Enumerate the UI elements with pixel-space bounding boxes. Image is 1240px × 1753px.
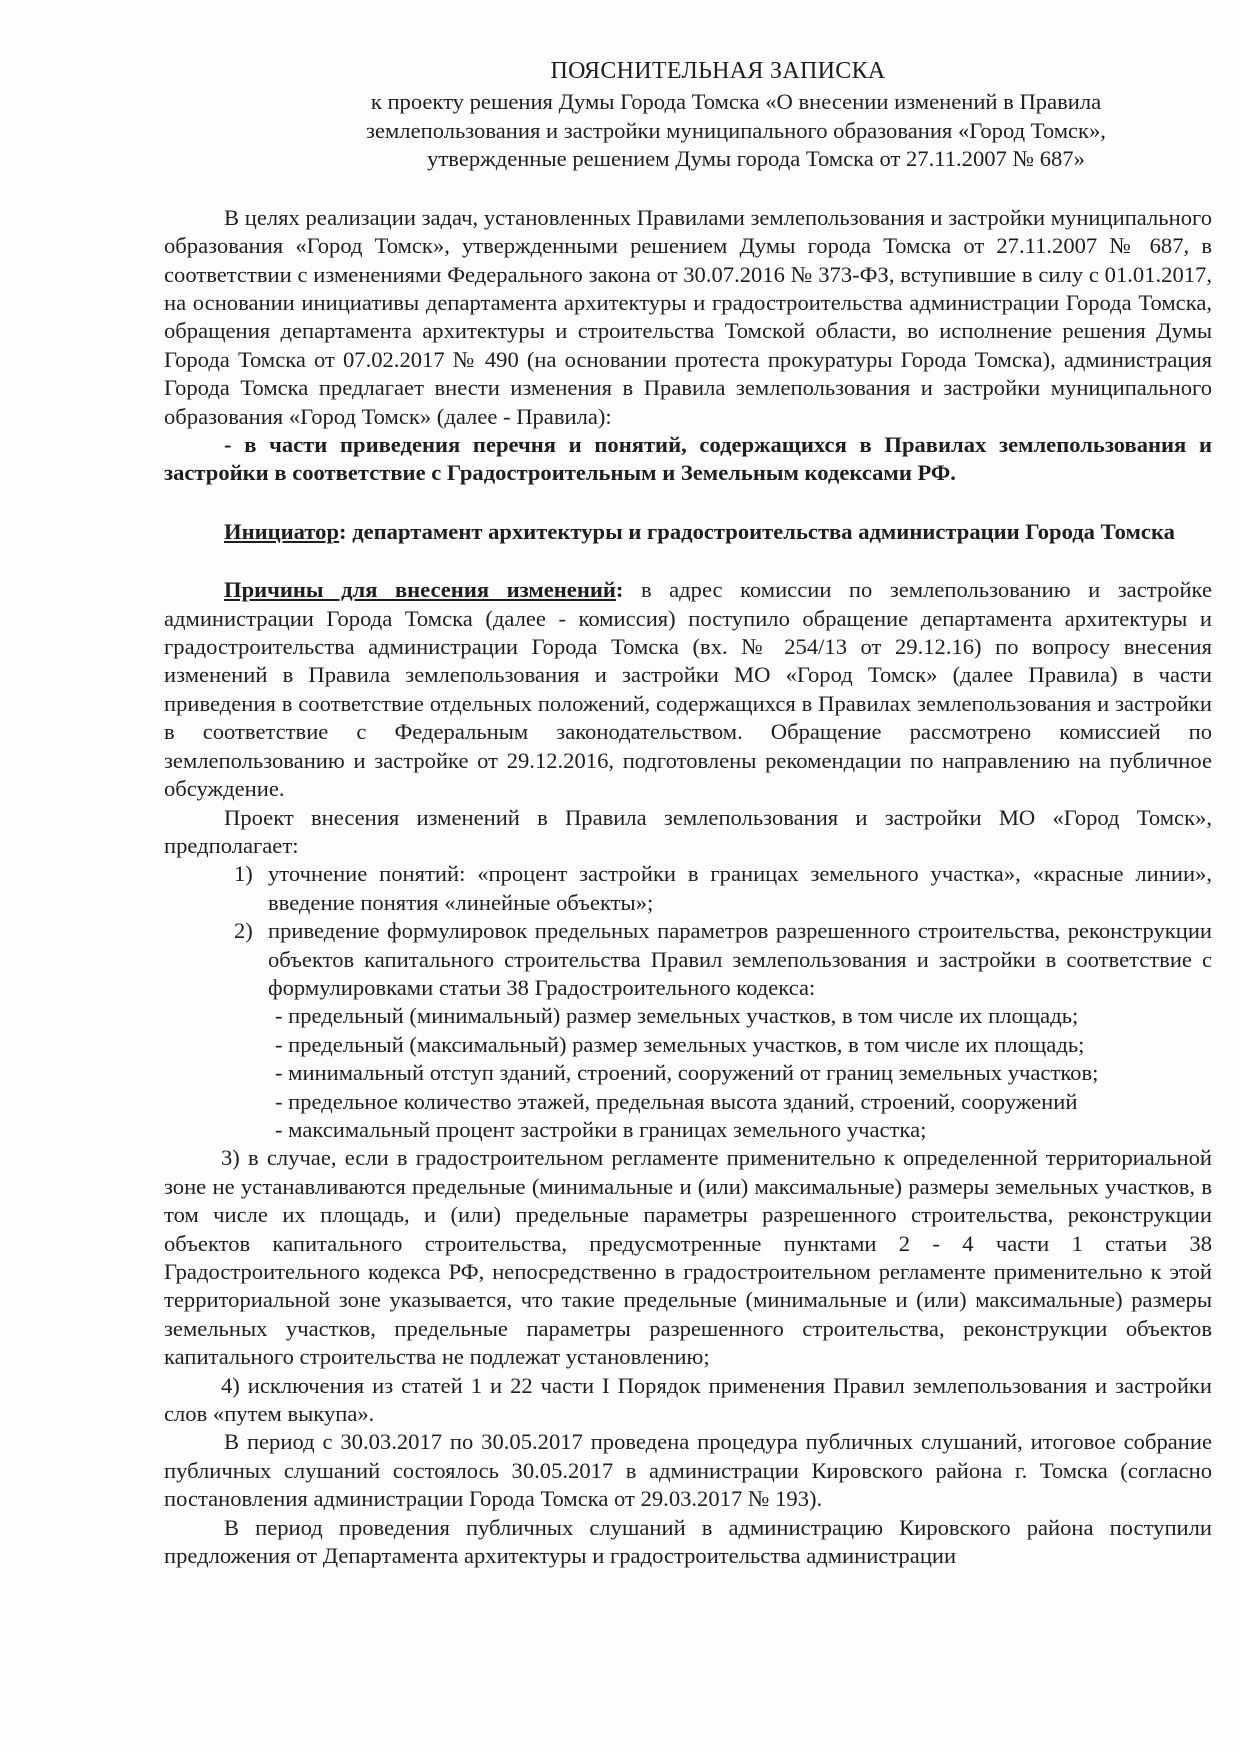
list-item: [234, 860, 1212, 917]
document-title: ПОЯСНИТЕЛЬНАЯ ЗАПИСКА: [550, 58, 886, 84]
initiator-paragraph: [164, 518, 1212, 546]
hearings-paragraph-1: В период с 30.03.2017 по 30.05.2017 проведена процедура публичных слушаний, итоговое собрание публичных слушаний состоялось 30.05.2017 в администрации Кировского района г. Томска (согласно постановления администрации Города Томска от 29.03.2017 № 193).: [164, 1429, 1212, 1512]
dash-item: - максимальный процент застройки в границах земельного участка;: [275, 1116, 927, 1142]
list-item-text: уточнение понятий: «процент застройки в границах земельного участка», «красные линии», введение понятия «линейные объекты»;: [268, 861, 1212, 915]
subtitle-line-1: к проекту решения Думы Города Томска «О внесении изменений в Правила: [370, 89, 1102, 114]
dash-item: - минимальный отступ зданий, строений, сооружений от границ земельных участков;: [275, 1060, 1099, 1086]
hearings-paragraph-2: В период проведения публичных слушаний в администрацию Кировского района поступили предложения от Департамента архитектуры и градостроительства администрации: [164, 1514, 1212, 1569]
dash-list: [275, 1002, 1212, 1144]
item-4-paragraph: 4) исключения из статей 1 и 22 части I Порядок применения Правил землепользования и застройки слов «путем выкупа».: [164, 1372, 1212, 1427]
dash-item: - предельное количество этажей, предельная высота зданий, строений, сооружений: [275, 1088, 1078, 1114]
item-3-paragraph: 3) в случае, если в градостроительном регламенте применительно к определенной территориальной зоне не устанавливаются предельные (минимальные и (или) максимальные) размеры земельных участков, в том числе их площадь, и (или) предельные параметры разрешенного строительства, реконструкции объектов капитального строительства, предусмотренные пунктами 2 - 4 части 1 статьи 38 Градостроительного кодекса РФ, непосредственно в градостроительном регламенте применительно к этой территориальной зоне указывается, что такие предельные (минимальные и (или) максимальные) размеры земельных участков, предельные параметры разрешенного строительства, реконструкции объектов капитального строительства не подлежат установлению;: [164, 1145, 1212, 1370]
initiator-text: : департамент архитектуры и градостроительства администрации Города Томска: [339, 518, 1175, 544]
document-body: [164, 56, 1212, 1570]
initiator-label: Инициатор: [224, 518, 340, 544]
reasons-colon: :: [615, 577, 624, 603]
intro-bold-item: - в части приведения перечня и понятий, содержащихся в Правилах землепользования и застройки в соответствие с Градостроительным и Земельным кодексами РФ.: [164, 432, 1212, 486]
reasons-text: в адрес комиссии по землепользованию и застройке администрации Города Томска (далее - комиссия) поступило обращение департамента архитектуры и градостроительства администрации Города Томска (вх. № 254/13 от 29.12.16) по вопросу внесения изменений в Правила землепользования и застройки МО «Город Томск» (далее Правила) в части приведения в соответствие отдельных положений, содержащихся в Правилах землепользования и застройки в соответствие с Федеральным законодательством. Обращение рассмотрено комиссией по землепользованию и застройке от 29.12.2016, подготовлены рекомендации по направлению на публичное обсуждение.: [164, 577, 1213, 802]
reasons-label: Причины для внесения изменений: [224, 577, 616, 603]
project-intro: Проект внесения изменений в Правила землепользования и застройки МО «Город Томск», предполагает:: [164, 804, 1212, 858]
list-item-text: приведение формулировок предельных параметров разрешенного строительства, реконструкции объектов капитального строительства Правил землепользования и застройки в соответствие с формулировками статьи 38 Градостроительного кодекса:: [268, 918, 1212, 1000]
dash-item: - предельный (минимальный) размер земельных участков, в том числе их площадь;: [275, 1003, 1079, 1029]
list-item-number: 1): [234, 861, 253, 887]
document-subtitle: [260, 88, 1212, 174]
intro-paragraph: В целях реализации задач, установленных Правилами землепользования и застройки муниципального образования «Город Томск», утвержденными решением Думы города Томска от 27.11.2007 № 687, в соответствии с изменениями Федерального закона от 30.07.2016 № 373-ФЗ, вступившие в силу с 01.01.2017, на основании инициативы департамента архитектуры и градостроительства администрации Города Томска, обращения департамента архитектуры и строительства Томской области, во исполнение решения Думы Города Томска от 07.02.2017 № 490 (на основании протеста прокуратуры Города Томска), администрация Города Томска предлагает внести изменения в Правила землепользования и застройки муниципального образования «Город Томск» (далее - Правила):: [164, 204, 1212, 429]
dash-item: - предельный (максимальный) размер земельных участков, в том числе их площадь;: [275, 1031, 1085, 1057]
subtitle-line-3: утвержденные решением Думы города Томска от 27.11.2007 № 687»: [427, 146, 1085, 172]
list-item-number: 2): [234, 918, 253, 944]
list-item: [234, 917, 1212, 1002]
subtitle-line-2: землепользования и застройки муниципального образования «Город Томск»,: [366, 117, 1106, 143]
reasons-paragraph: [164, 576, 1212, 803]
